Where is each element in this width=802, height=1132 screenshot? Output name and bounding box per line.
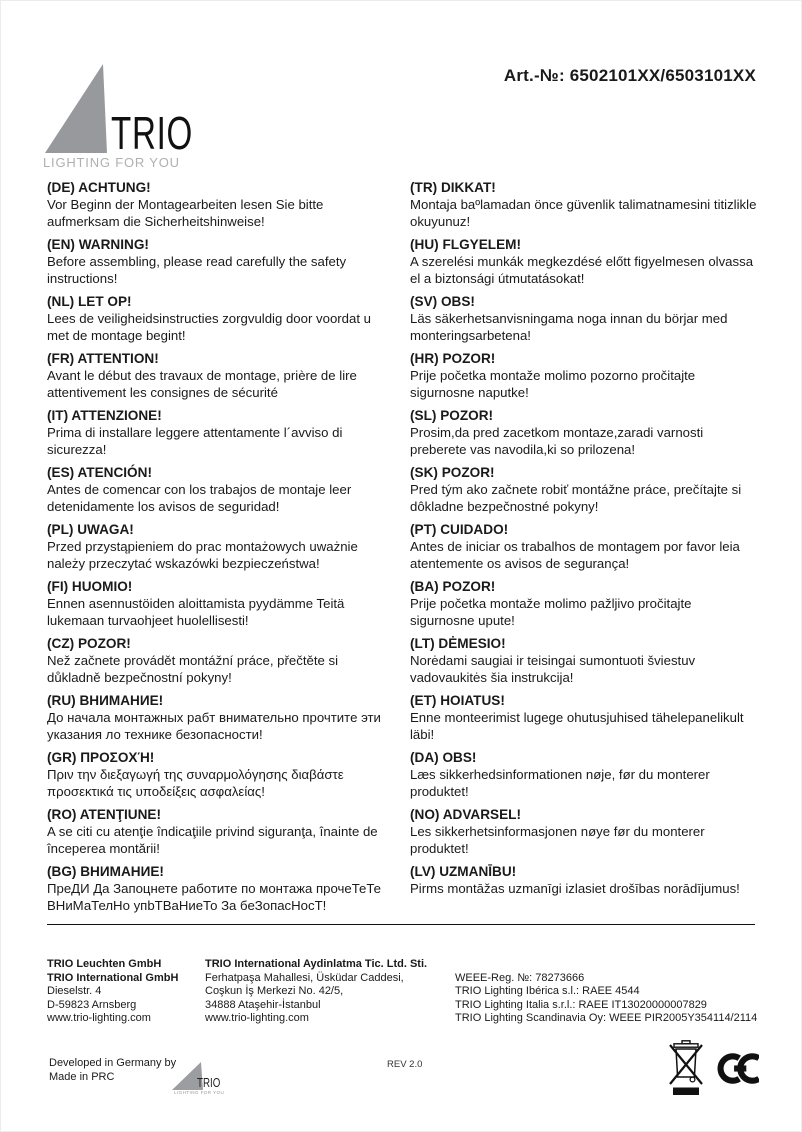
warnings-column-left <box>47 179 394 920</box>
warning-body: Norėdami saugiai ir teisingai sumontuoti šviestuv vadovaukitės šia instrukcija! <box>410 653 696 685</box>
warning-body: ПреДИ Да Запоцнете работите по монтажа прочеТеТе ВНиМаТелНо упbТВаНиеТо За беЗопасНосТ! <box>47 881 381 913</box>
warning-ro <box>47 806 394 857</box>
origin-line: Made in PRC <box>49 1071 115 1083</box>
warning-es <box>47 464 394 515</box>
warning-heading: (EN) WARNING! <box>47 237 149 252</box>
weee-reg-line: WEEE-Reg. №: 78273666 <box>455 971 585 984</box>
warning-nl <box>47 293 394 344</box>
warning-pl <box>47 521 394 572</box>
warning-hr <box>410 350 757 401</box>
warning-heading: (LV) UZMANĪBU! <box>410 864 517 879</box>
warning-heading: (ES) ATENCIÓN! <box>47 465 152 480</box>
warning-heading: (RO) ATENŢIUNE! <box>47 807 162 822</box>
warning-heading: (ET) HOIATUS! <box>410 693 505 708</box>
company-website: www.trio-lighting.com <box>47 1012 151 1024</box>
warning-body: Läs säkerhetsanvisningama noga innan du börjar med monteringsarbetena! <box>410 311 728 343</box>
warning-no <box>410 806 757 857</box>
warning-sl <box>410 407 757 458</box>
weee-crossed-bin-icon <box>669 1040 703 1096</box>
footer <box>47 958 802 1026</box>
warning-gr <box>47 749 394 800</box>
warning-lt <box>410 635 757 686</box>
warning-heading: (HU) FLGYELEM! <box>410 237 522 252</box>
warning-body: Πριν την διεξαγωγή της συναρμολόγησης διαβάστε προσεκτικά τις υποδείξεις ασφαλείας! <box>47 767 344 799</box>
warning-ba <box>410 578 757 629</box>
warning-fi <box>47 578 394 629</box>
warning-body: A szerelési munkák megkezdésé előtt figyelmesen olvassa el a biztonsági útmutatásokat! <box>410 254 754 286</box>
warning-heading: (IT) ATTENZIONE! <box>47 408 162 423</box>
warning-da <box>410 749 757 800</box>
warning-de <box>47 179 394 230</box>
warning-heading: (LT) DĖMESIO! <box>410 636 506 651</box>
warning-body: Avant le début des travaux de montage, prière de lire attentivement les consignes de sécurité <box>47 368 357 400</box>
company-address-line: Coşkun İş Merkezi No. 42/5, <box>205 985 344 997</box>
weee-reg-line: TRIO Lighting Scandinavia Oy: WEEE PIR2005Y354114/2114 <box>455 1012 758 1024</box>
weee-reg-line: TRIO Lighting Ibérica s.l.: RAEE 4544 <box>455 985 640 997</box>
footer-registrations <box>455 958 757 1026</box>
warning-it <box>47 407 394 458</box>
warning-body: Lees de veiligheidsinstructies zorgvuldig door voordat u met de montage begint! <box>47 311 372 343</box>
origin-line: Developed in Germany by <box>49 1057 177 1069</box>
logo-tagline: LIGHTING FOR YOU <box>43 155 180 170</box>
logo-wordmark: TRIO <box>197 1075 221 1090</box>
warning-en <box>47 236 394 287</box>
trio-triangle-icon <box>45 64 107 153</box>
warning-body: Les sikkerhetsinformasjonen nøye før du monterer produktet! <box>410 824 705 856</box>
company-name: TRIO Leuchten GmbH <box>47 958 162 970</box>
trio-logo-small <box>172 1062 247 1098</box>
warning-body: До начала монтажных рабт внимательно прочтите эти указания ло технике безопасности! <box>47 710 381 742</box>
weee-reg-line: TRIO Lighting Italia s.r.l.: RAEE IT13020000007829 <box>455 998 707 1011</box>
warnings-section <box>47 179 759 920</box>
warning-bg <box>47 863 394 914</box>
warning-body: Prima di installare leggere attentamente l´avviso di sicurezza! <box>47 425 343 457</box>
warning-ru <box>47 692 394 743</box>
company-city: D-59823 Arnsberg <box>47 998 137 1011</box>
warning-lv <box>410 863 757 897</box>
warning-heading: (NO) ADVARSEL! <box>410 807 522 822</box>
company-name: TRIO International GmbH <box>47 971 179 984</box>
warnings-column-right <box>410 179 757 920</box>
revision-label: REV 2.0 <box>387 1059 423 1070</box>
footer-divider <box>47 924 755 925</box>
warning-heading: (CZ) POZOR! <box>47 636 131 651</box>
warning-heading: (SV) OBS! <box>410 294 475 309</box>
warning-sv <box>410 293 757 344</box>
warning-pt <box>410 521 757 572</box>
warning-body: Antes de comencar con los trabajos de montaje leer detenidamente los avisos de seguridad! <box>47 482 352 514</box>
warning-body: Ennen asennustöiden aloittamista pyydämme Teitä lukemaan turvaohjeet huolellisesti! <box>47 596 345 628</box>
warning-heading: (SL) POZOR! <box>410 408 494 423</box>
warning-heading: (BG) ВНИМАНИЕ! <box>47 864 164 879</box>
company-website: www.trio-lighting.com <box>205 1012 309 1024</box>
warning-body: Pirms montāžas uzmanīgi izlasiet drošības norādījumus! <box>410 881 740 896</box>
warning-body: Montaja baºlamadan önce güvenlik talimatnamesini titizlikle okuyunuz! <box>410 197 757 229</box>
warning-body: Vor Beginn der Montagearbeiten lesen Sie bitte aufmerksam die Sicherheitshinweise! <box>47 197 324 229</box>
warning-heading: (TR) DIKKAT! <box>410 180 496 195</box>
warning-heading: (GR) ΠΡΟΣΟΧΉ! <box>47 750 155 765</box>
warning-heading: (RU) ВНИМАНИЕ! <box>47 693 164 708</box>
warning-sk <box>410 464 757 515</box>
company-name: TRIO International Aydinlatma Tic. Ltd. Sti. <box>205 958 428 970</box>
warning-body: Prije početka montaže molimo pozorno pročitajte sigurnosne naputke! <box>410 368 696 400</box>
warning-heading: (PL) UWAGA! <box>47 522 134 537</box>
company-address-line: 34888 Ataşehir-İstanbul <box>205 998 321 1011</box>
warning-heading: (NL) LET OP! <box>47 294 132 309</box>
warning-body: Antes de iniciar os trabalhos de montagem por favor leia atentemente os avisos de segurança! <box>410 539 740 571</box>
logo-wordmark: TRIO <box>111 107 194 159</box>
warning-body: Enne monteerimist lugege ohutusjuhised tähelepanelikult läbi! <box>410 710 744 742</box>
warning-body: A se citi cu atenţie îndicaţiile privind siguranţa, înainte de începerea montării! <box>47 824 378 856</box>
footer-company-turkey <box>205 958 455 1026</box>
warning-heading: (DA) OBS! <box>410 750 477 765</box>
ce-mark-icon <box>712 1053 759 1084</box>
warning-body: Než začnete provádět montážní práce, přečtěte si důkladně bezpečnostní pokyny! <box>47 653 339 685</box>
origin-note <box>49 1056 176 1084</box>
warning-heading: (HR) POZOR! <box>410 351 496 366</box>
article-number: Art.-№: 6502101XX/6503101XX <box>503 66 756 85</box>
warning-body: Before assembling, please read carefully the safety instructions! <box>47 254 347 286</box>
warning-heading: (BA) POZOR! <box>410 579 496 594</box>
company-street: Dieselstr. 4 <box>47 985 102 997</box>
company-address-line: Ferhatpaşa Mahallesi, Üsküdar Caddesi, <box>205 971 404 984</box>
trio-logo <box>45 64 255 179</box>
warning-body: Prije početka montaže molimo pažljivo pročitajte sigurnosne upute! <box>410 596 692 628</box>
warning-heading: (FI) HUOMIO! <box>47 579 133 594</box>
warning-hu <box>410 236 757 287</box>
warning-heading: (DE) ACHTUNG! <box>47 180 151 195</box>
footer-company-germany <box>47 958 205 1026</box>
warning-body: Prosim,da pred zacetkom montaze,zaradi varnosti preberete vas navodila,ki so prilozena! <box>410 425 704 457</box>
warning-tr <box>410 179 757 230</box>
warning-body: Przed przystąpieniem do prac montażowych uważnie należy przeczytać wskazówki bezpieczeństwa! <box>47 539 358 571</box>
warning-body: Læs sikkerhedsinformationen nøje, før du monterer produktet! <box>410 767 710 799</box>
warning-cz <box>47 635 394 686</box>
logo-tagline: LIGHTING FOR YOU <box>174 1090 225 1095</box>
warning-heading: (PT) CUIDADO! <box>410 522 509 537</box>
warning-et <box>410 692 757 743</box>
warning-fr <box>47 350 394 401</box>
warning-body: Pred tým ako začnete robiť montážne práce, prečítajte si dôkladne bezpečnostné pokyny! <box>410 482 742 514</box>
warning-heading: (FR) ATTENTION! <box>47 351 159 366</box>
warning-heading: (SK) POZOR! <box>410 465 495 480</box>
